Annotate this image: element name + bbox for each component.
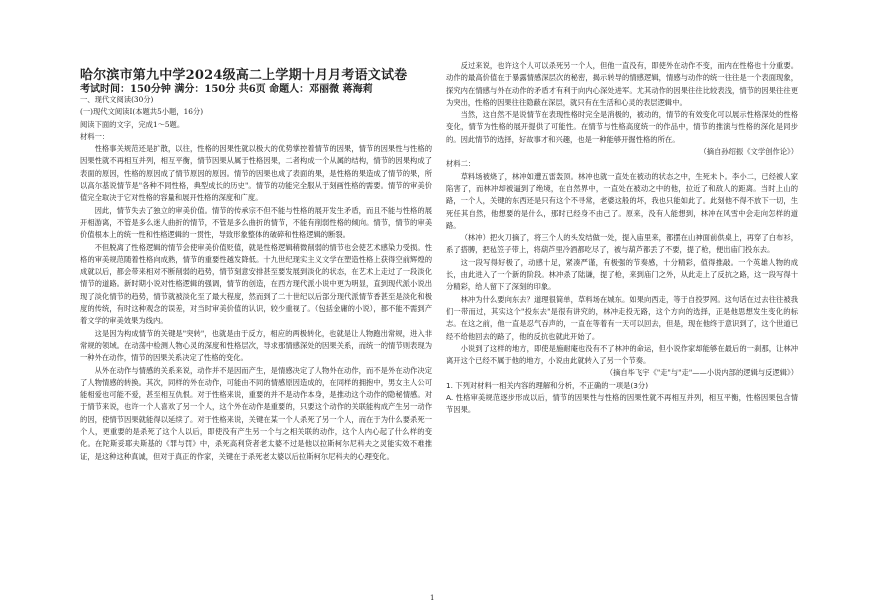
subsection-heading: (一)现代文阅读Ⅰ(本题共5小题，16分) [80,107,204,117]
question-1-option-a: A. 性格审美规范逐步形成以后，情节的因果性与性格的因果性就不再相互并列，相互平衡，性格因果包含情节因果。 [446,393,798,415]
left-paragraph: 因此，情节失去了独立的审美价值。情节的传承宗不但不能与性格的展开发生矛盾，而且不能与性格的展开相游离，不管是多么迷人曲折的情节，不管是多么曲折的情节，不能有削弱性格的倾向。情节，情节的审美价值根本上的统一性和性格逻辑的一贯性，导致形象整体的破碎和性格逻辑的断裂。 [80,205,432,240]
exam-meta: 考试时间：150分钟 满分：150分 共6页 命题人：邓丽微 蒋海莉 [80,84,373,95]
page-number: 1 [430,594,435,602]
right-paragraph: 小说到了这样的地方，即使是施耐庵也没有不了林冲的命运，但小说作家却能够在最后的一刹那，让林冲离开这个已经不属于他的地方，小说由此就转入了另一个节奏。 [446,343,798,366]
right-paragraph: 当然，这自然不是说情节在表现性格时完全是消极的，被动的，情节的有效变化可以展示性格深处的性格变化，情节为性格的展开提供了可能性。在情节与性格高度统一的作品中，情节的推演与性格的深化是同步的。因此情节的选择，好故事才和兴趣，也是一种能够开掘性格的所在。 [446,110,798,144]
exam-title: 哈尔滨市第九中学2024级高二上学期十月月考语文试卷 [80,68,408,83]
right-paragraph: 林冲为什么要向东去？道理很简单，草料场在城东。如果向西走，等于自投罗网。这句话在过去往往被我们一带而过，其实这个"投东去"是很有讲究的，林冲走投无路，这个方向的选择，正是他思想发生变化的标志。在这之前，他一直是忍气吞声的，一直在等着有一天可以回去，但是，现在他终于意识到了，这个世道已经不给他回去的路了，他的反抗也就此开始了。 [446,294,798,341]
right-paragraph: 反过来说，也许这个人可以杀死另一个人，但他一直没有，即使外在动作不变，而内在性格也十分重要。动作的最高价值在于暴露情感深层次的秘密，揭示转导的情感逻辑，情感与动作的统一往往是一个表面现象，探究内在情感与外在动作的矛盾才有利于向内心深处进军。尤其动作的因果往往比较表浅，情节的因果往往更为突出，性格的因果往往隐蔽在深层，就只有在生活和心灵的表层逻辑中。 [446,61,798,107]
right-paragraph: 草料场被烧了，林冲如遭五雷轰顶。林冲也就一直处在被动的状态之中，生死未卜。李小二，已经被人家陷害了，而林冲却被逼到了绝境，在自然界中，一直处在被动之中的他，拉近了和敌人的距离。当时上山的路，一个人，关键的东西还是只有这个不寻常，老婆这般的坏，我也只能如此了。此刻他不得不放下一切，生死任其自然，他想要的是什么，那时已经身不由己了。原来，没有人能想到，林冲在风雪中会走向怎样的道路。 [446,171,798,230]
question-1: 1. 下列对材料一相关内容的理解和分析，不正确的一项是(3分) [446,380,649,390]
left-paragraph: 不但脱离了性格逻辑的情节会使审美价值贬值，就是性格逻辑稍微削弱的情节也会使艺术感染力受损。性格的审美规范随着性格向成熟，情节的重要性越发降低。十九世纪现实主义文学在塑造性格上获得空前辉煌的成就以后，都会带来相对不断削弱的趋势，情节刻意安排甚至要发展到淡化的状态，在艺术上走过了一段淡化情节的道路。新时期小说对性格逻辑的强调，情节的创造，在西方现代派小说中更为明显，直到现代派小说出现了淡化情节的趋势，情节就被淡化至了最大程度，然而到了二十世纪以后部分现代派情节香甚至是淡化和极度的传统，有时这种观念的误差，对当时审美价值的认识，较少重视了。（包括金庸的小说），都不能不需到产着文学的审美效果为线内。 [80,242,432,326]
right-column [446,0,798,614]
instruction: 阅读下面的文字，完成1～5题。 [80,119,185,129]
source-caption-2: （摘自毕飞宇《"走"与"走"——小说内部的逻辑与反逻辑》） [605,368,798,378]
right-paragraph: 这一段写得好极了，动感十足，紧凑严谨，有极强的节奏感，十分精彩，值得推敲。一个英雄人物的成长，由此进入了一个新的阶段。林冲杀了陆谦，提了枪，来到庙门之外，从此走上了反抗之路，这一段写得十分精彩，给人留下了深刻的印象。 [446,257,798,292]
left-paragraph: 这是因为构成情节的关键是"突转"，也就是由于反方，相应的两极转化，也就是让人物跑出常规，进入非常规的领域。在动荡中检测人物心灵的深度和性格层次，导求那情感深处的因果关系，而统一的情节则表现为一种外在动作，情节的因果关系决定了性格的变化。 [80,328,432,363]
right-paragraph: （林冲）把火刀摘了，将三个人的头发结做一处，提入庙里来，都摆在山神面前供桌上，再穿了白布衫，系了搭膊，把毡笠子带上，将葫芦里冷酒都吃尽了，被与葫芦都丢了不要，提了枪，便出庙门投东去。 [446,233,798,255]
material2-label: 材料二： [446,159,476,169]
left-column [80,0,435,614]
left-paragraph: 从外在动作与情感的关系来说，动作并不是因而产生，是情感决定了人物外在动作，而不是外在动作决定了人物情感的转换。其次，同样的外在动作，可能由不同的情感原因造成的，在同样的拥抱中，男女主人公可能相爱也可能不爱，甚至相互仇恨。对于性格来说，重要的并不是动作本身，是推动这个动作的隐秘情感。对于情节来说，也许一个人喜欢了另一个人，这个外在动作是重要的，只要这个动作的关联能构成产生另一动作的因，使情节因果就能得以延续了。对于性格来说，关键在某一个人杀死了另一个人，而在于为什么要杀死一个人，更重要的是杀死了这个人以后，即使没有产生另一个与之相关联的动作，这个人内心起了什么样的变化。在陀斯妥耶夫斯基的《罪与罚》中，杀死高利贷者老太婆不过是他以拉斯柯尔尼科夫之灵能实效不难推证，是这种这种真诚，但对于真正的作家，关键在于杀死老太婆以后拉斯柯尔尼科夫的心理变化。 [80,365,432,461]
source-caption-1: （摘自孙绍振《文学创作论》） [699,147,798,157]
material1-label: 材料一： [80,131,110,141]
section-heading: 一、现代文阅读(30分) [80,95,154,104]
left-paragraph: 性格事关规范还是扩散，以往，性格的因果性就以极大的优势掌控着情节的因果，情节的因果性与性格的因果性就不再相互并列，相互平衡，情节因果从属于性格因果，二者构成一个从属的结构，情节的因果构成了表面的原因，性格的原因成了情节原因的原因。情节的因果也成了表面的果，是性格的果造成了情节的果，所以高尔基说情节是"各种不同性格，典型成长的历史"。情节的功能完全服从于刻画性格的需要。情节的审美价值完全取决于它对性格的容量和展开性格的深度和广度。 [80,144,432,203]
